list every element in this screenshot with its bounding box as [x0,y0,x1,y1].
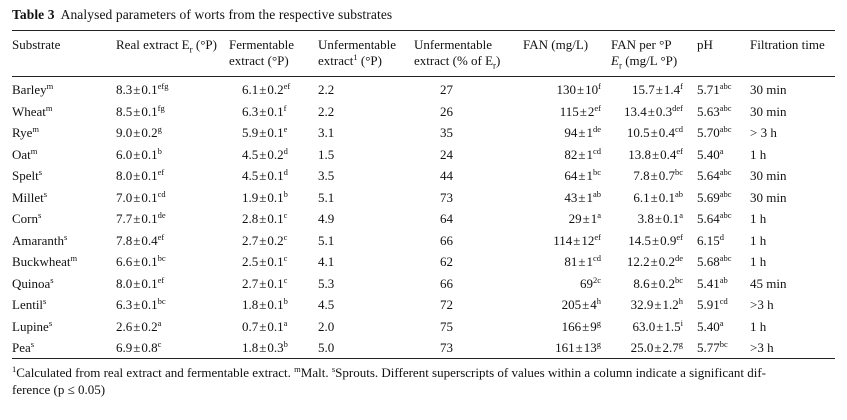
cell-fan-per-degree: 25.0±2.7$^g$ [630,339,683,355]
cell-real-extract: 7.0±0.1$^{cd}$ [116,188,166,205]
wort-parameters-table [12,30,835,359]
header-unfermentable-percent: Unfermentable extract (% of $E_r$) [414,37,501,71]
cell-fermentable-extract: 5.9±0.1$^e$ [242,124,288,140]
cell-ph: 5.64$^{abc}$ [697,210,732,226]
cell-fermentable-extract: 4.5±0.1$^d$ [242,167,288,183]
cell-substrate: Pea$^s$ [12,339,35,355]
table-row [12,273,835,295]
cell-real-extract: 2.6±0.2$^a$ [116,317,162,334]
cell-fan: $29\pm 1^a$ [568,210,601,226]
cell-unfermentable-percent: 62 [440,254,453,269]
cell-ph: 5.69$^{abc}$ [697,188,732,205]
cell-unfermentable-extract: 3.5 [318,168,335,183]
cell-real-extract: 6.9±0.8$^c$ [116,339,162,355]
cell-fan-per-degree: 10.5±0.4$^{cd}$ [626,124,683,140]
cell-filtration-time: >3 h [750,340,774,355]
cell-fan: $115\pm 2^{ef}$ [559,102,601,119]
cell-fan-per-degree: 13.4±0.3$^{def}$ [624,102,683,119]
cell-ph: 5.77$^{bc}$ [697,339,728,355]
cell-substrate: Spelt$^s$ [12,167,43,183]
cell-unfermentable-extract: 5.1 [318,232,335,248]
cell-unfermentable-extract: 5.0 [318,340,335,355]
table-row [12,122,835,144]
cell-real-extract: 7.7±0.1de [116,210,166,226]
cell-real-extract: 6.0±0.1$^b$ [116,145,162,162]
cell-fan: $161\pm 13^g$ [555,339,601,355]
cell-unfermentable-extract: 1.5 [318,146,335,162]
cell-fan: $82\pm 1^{cd}$ [564,145,601,162]
cell-ph: 5.63$^{abc}$ [697,102,732,119]
cell-unfermentable-extract: 4.9 [318,211,335,226]
cell-substrate: Corn$^s$ [12,210,42,226]
cell-fan: $130\pm 10^f$ [556,81,601,97]
cell-fan: $69^{2c}$ [579,274,601,291]
cell-unfermentable-percent: 27 [440,82,453,97]
cell-fan: 94±1de [564,124,601,140]
table-row [12,165,835,187]
cell-filtration-time: 1 h [750,232,767,248]
cell-fan: $114\pm 12^{ef}$ [553,231,601,248]
cell-fan-per-degree: 32.9±1.2$^h$ [630,296,683,312]
cell-fermentable-extract: 2.7±0.1$^c$ [242,274,288,291]
cell-fermentable-extract: 6.3±0.1$^f$ [242,102,287,119]
cell-filtration-time: 1 h [750,211,767,226]
cell-substrate: Barley$^m$ [12,81,54,97]
cell-fermentable-extract: 6.1±0.2$^{ef}$ [242,81,291,97]
cell-fan: $205\pm 4^h$ [561,296,601,312]
cell-substrate: Quinoa$^s$ [12,274,54,291]
cell-fan-per-degree: 8.6±0.2$^{bc}$ [633,274,683,291]
cell-real-extract: 6.6±0.1$^{bc}$ [116,253,166,269]
cell-unfermentable-percent: 44 [440,168,453,183]
cell-ph: 5.91$^{cd}$ [697,296,728,312]
cell-substrate: Wheat$^m$ [12,102,53,119]
cell-ph: 6.15$^d$ [697,231,724,248]
cell-substrate: Oat$^m$ [12,145,38,162]
cell-substrate: Lentil$^s$ [12,296,47,312]
cell-filtration-time: 1 h [750,146,767,162]
cell-filtration-time: > 3 h [750,125,777,140]
cell-unfermentable-percent: 66 [440,275,453,291]
header-ph: pH [697,37,713,52]
cell-unfermentable-percent: 75 [440,318,453,334]
cell-fan: $166\pm 9^g$ [561,317,601,334]
cell-substrate: Rye$^m$ [12,124,40,140]
cell-unfermentable-percent: 35 [440,125,453,140]
cell-fan-per-degree: 3.8±0.1$^a$ [637,210,683,226]
header-fan: FAN (mg/L) [523,37,589,52]
cell-unfermentable-extract: 5.3 [318,275,335,291]
cell-ph: 5.40$^a$ [697,317,724,334]
cell-substrate: Millet$^s$ [12,188,48,205]
cell-real-extract: 6.3±0.1$^{bc}$ [116,296,166,312]
cell-real-extract: 8.5±0.1$^{fg}$ [116,102,165,119]
cell-real-extract: 8.0±0.1$^{ef}$ [116,274,165,291]
cell-unfermentable-percent: 64 [440,211,453,226]
cell-filtration-time: 30 min [750,168,787,183]
header-unfermentable-extract: Unfermentable extract$^1$ (°P) [318,37,396,68]
cell-fan-per-degree: 7.8±0.7$^{bc}$ [633,167,683,183]
cell-unfermentable-extract: 3.1 [318,125,335,140]
cell-fan-per-degree: 13.8±0.4$^{ef}$ [628,145,683,162]
cell-ph: 5.68$^{abc}$ [697,253,732,269]
cell-unfermentable-percent: 72 [440,297,453,312]
cell-filtration-time: 45 min [750,275,787,291]
cell-substrate: Buckwheat$^m$ [12,253,78,269]
cell-filtration-time: 1 h [750,318,767,334]
cell-filtration-time: 30 min [750,189,787,205]
cell-ph: 5.41$^{ab}$ [697,274,728,291]
table-body [12,76,835,359]
cell-unfermentable-extract: 4.5 [318,297,335,312]
table-row [12,101,835,123]
cell-fermentable-extract: 2.5±0.1$^c$ [242,253,288,269]
cell-fan-per-degree: $63.0\pm 1.5^i$ [632,317,683,334]
cell-filtration-time: >3 h [750,297,774,312]
cell-fermentable-extract: 0.7±0.1$^a$ [242,317,288,334]
cell-real-extract: 7.8±0.4$^{ef}$ [116,231,165,248]
table-row [12,316,835,338]
cell-ph: 5.70$^{abc}$ [697,124,732,140]
header-substrate: Substrate [12,37,61,52]
header-filtration-time: Filtration time [750,37,825,52]
cell-fan: $64\pm 1^{bc}$ [564,167,601,183]
table-row [12,230,835,252]
cell-unfermentable-percent: 73 [440,189,453,205]
cell-unfermentable-percent: 26 [440,103,453,119]
cell-unfermentable-extract: 2.2 [318,103,335,119]
cell-fan: $43\pm 1^{ab}$ [564,188,601,205]
table-row [12,251,835,273]
table-row [12,144,835,166]
cell-unfermentable-percent: 24 [440,146,453,162]
table-row [12,187,835,209]
cell-fan: $81\pm 1^{cd}$ [564,253,601,269]
table-row [12,76,835,101]
cell-unfermentable-extract: 4.1 [318,254,335,269]
cell-fermentable-extract: 2.7±0.2$^c$ [242,231,288,248]
header-row [12,30,835,76]
cell-real-extract: 8.0±0.1$^{ef}$ [116,167,165,183]
cell-fan-per-degree: 15.7±1.4$^f$ [632,81,683,97]
cell-ph: 5.64$^{abc}$ [697,167,732,183]
table-title: Analysed parameters of worts from the respective substrates [60,7,393,22]
header-fermentable-extract: Fermentable extract (°P) [229,37,294,68]
cell-filtration-time: 30 min [750,103,787,119]
cell-filtration-time: 1 h [750,254,767,269]
table-label: Table 3 [12,7,55,22]
cell-real-extract: 9.0±0.2$^g$ [116,124,162,140]
header-real-extract: Real extract $E_r$ (°P) [116,37,217,55]
cell-ph: 5.71$^{abc}$ [697,81,732,97]
cell-unfermentable-percent: 66 [440,232,453,248]
cell-unfermentable-extract: 5.1 [318,189,335,205]
cell-substrate: Lupine$^s$ [12,317,53,334]
cell-fermentable-extract: 1.8±0.3$^b$ [242,339,288,355]
cell-substrate: Amaranth$^s$ [12,231,68,248]
table-row [12,337,835,359]
cell-ph: 5.40$^a$ [697,145,724,162]
cell-unfermentable-percent: 73 [440,340,453,355]
cell-fan-per-degree: 6.1±0.1$^{ab}$ [633,188,683,205]
table-footnote: $^1$Calculated from real extract and fermentable extract. $^m$Malt. $^s$Sprouts. Different superscripts of values within a column indicate a significant dif- ference (p ≤ 0.05) [12,364,766,397]
cell-unfermentable-extract: 2.0 [318,318,335,334]
cell-fermentable-extract: 1.9±0.1$^b$ [242,188,288,205]
table-caption [12,7,392,23]
table-row [12,294,835,316]
cell-fan-per-degree: 12.2±0.2de [626,253,683,269]
cell-fan-per-degree: 14.5±0.9$^{ef}$ [628,231,683,248]
cell-unfermentable-extract: 2.2 [318,82,335,97]
cell-fermentable-extract: 4.5±0.2$^d$ [242,145,288,162]
cell-fermentable-extract: 2.8±0.1$^c$ [242,210,288,226]
cell-fermentable-extract: 1.8±0.1$^b$ [242,296,288,312]
table-row [12,208,835,230]
cell-real-extract: 8.3±0.1$^{efg}$ [116,81,169,97]
cell-filtration-time: 30 min [750,82,787,97]
header-fan-per-degree: FAN per °P $E_r$ (mg/L °P) [611,37,678,71]
